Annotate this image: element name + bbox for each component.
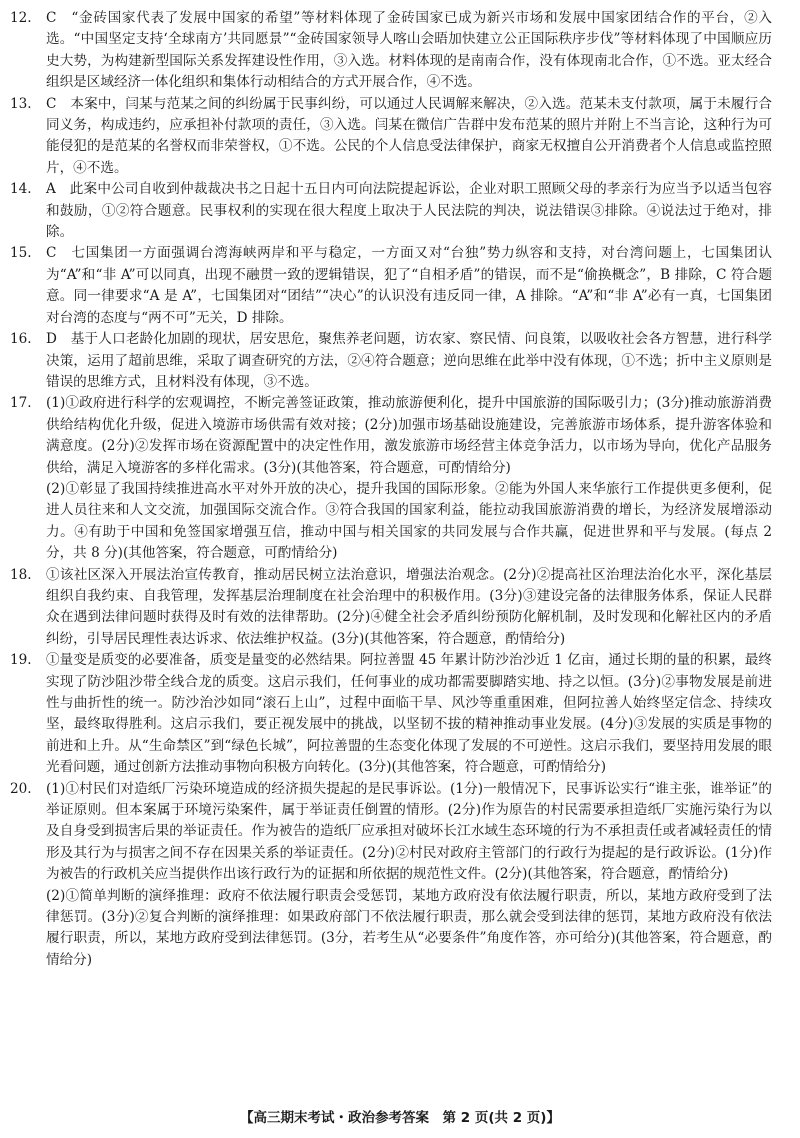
answer-item [10,94,772,180]
answer-paragraph: (2)①简单判断的演绎推理：政府不依法履行职责会受惩罚，某地方政府没有依法履行职责，所以，某地方政府受到了法律惩罚。(3分)②复合判断的演绎推理：如果政府部门不依法履行职责，那么就会受到法律的惩罚，某地方政府没有依法履行职责，所以，某地方政府受到法律惩罚。(3分，若考生从“必要条件”角度作答，亦可给分)(其他答案，符合题意，酌情给分) [46,887,772,968]
answer-paragraph: (1)①村民们对造纸厂污染环境造成的经济损失提起的是民事诉讼。(1分)一般情况下，民事诉讼实行“谁主张，谁举证”的举证原则。但本案属于环境污染案件，属于举证责任倒置的情形。(2分)作为原告的村民需要承担造纸厂实施污染行为以及自身受到损害后果的举证责任。作为被告的造纸厂应承担对破坏长江水域生态环境的行为不承担责任或者减轻责任的情形及其行为与损害之间不存在因果关系的举证责任。(2分)②村民对政府主管部门的行政行为提起的是行政诉讼。(1分)作为被告的行政机关应当提供作出该行政行为的证据和所依据的规范性文件。(2分)(其他答案，符合题意，酌情给分) [46,780,772,883]
answer-item [10,650,772,778]
page-footer: 【高三期末考试・政治参考答案 第 2 页(共 2 页)】 [240,1110,560,1126]
answer-paragraph: (1)①政府进行科学的宏观调控，不断完善签证政策，推动旅游便利化，提升中国旅游的国际吸引力；(3分)推动旅游消费供给结构优化升级，促进入境游市场供需有效对接；(2分)加强市场基础设施建设，完善旅游市场体系，提升游客体验和满意度。(2分)②发挥市场在资源配置中的决定性作用，激发旅游市场经营主体竞争活力，以市场为导向，优化产品服务供给，满足入境游客的多样化需求。(3分)(其他答案，符合题意，可酌情给分) [46,395,772,476]
answer-paragraph: (2)①彰显了我国持续推进高水平对外开放的决心，提升我国的国际形象。②能为外国人来华旅行工作提供更多便利，促进人员往来和人文交流，加强国际交流合作。③符合我国的国家利益，能拉动我国旅游消费的增长，为经济发展增添动力。④有助于中国和免签国家增强互信，推动中国与相关国家的共同发展与合作共赢，促进世界和平与发展。(每点 2 分，共 8 分)(其他答案，符合题意，可酌情给分) [46,480,772,562]
answer-item [10,779,772,972]
answer-body [46,393,772,564]
question-number: 15. [10,245,32,262]
answer-body [46,565,772,651]
answer-item [10,8,772,94]
answer-item [10,179,772,243]
answer-paragraph: C 七国集团一方面强调台湾海峡两岸和平与稳定，一方面又对“台独”势力纵容和支持，对台湾问题上，七国集团认为“A”和“非 A”可以同真，出现不融贯一致的逻辑错误，犯了“自相矛盾”的错误，而不是“偷换概念”，B 排除，C 符合题意。同一律要求“A 是 A”，七国集团对“团结”“决心”的认识没有违反同一律，A 排除。“A”和“非 A”必有一真，七国集团对台湾的态度与“两不可”无关，D 排除。 [46,245,772,326]
answer-paragraph: C “金砖国家代表了发展中国家的希望”等材料体现了金砖国家已成为新兴市场和发展中国家团结合作的平台，②入选。“中国坚定支持‘全球南方’共同愿景”“金砖国家领导人喀山会晤加快建立公正国际秩序步伐”等材料体现了中国顺应历史大势，为构建新型国际关系发挥建设性作用，③入选。材料体现的是南南合作，没有体现南北合作，①不选。亚太经合组织是区域经济一体化组织和集体行动相结合的方式开展合作，④不选。 [46,10,772,91]
answer-body [46,179,772,243]
answer-paragraph: ①该社区深入开展法治宣传教育，推动居民树立法治意识，增强法治观念。(2分)②提高社区治理法治化水平，深化基层组织自我约束、自我管理，发挥基层治理制度在社会治理中的积极作用。(3分)③建设完备的法律服务体系，保证人民群众在遇到法律问题时获得及时有效的法律帮助。(2分)④健全社会矛盾纠纷预防化解机制，及时发现和化解社区内的矛盾纠纷，引导居民理性表达诉求、依法维护权益。(3分)(其他答案，符合题意，酌情给分) [46,566,772,647]
question-number: 14. [10,181,32,198]
answer-paragraph: C 本案中，闫某与范某之间的纠纷属于民事纠纷，可以通过人民调解来解决，②入选。范某未支付款项，属于未履行合同义务，构成违约，应承担补付款项的责任，③入选。闫某在微信广告群中发布范某的照片并附上不当言论，这种行为可能侵犯的是范某的名誉权而非荣誉权，①不选。公民的个人信息受法律保护，商家无权擅自公开消费者个人信息或监控照片，④不选。 [46,95,772,176]
answer-item [10,565,772,651]
question-number: 18. [10,566,32,583]
answer-body [46,650,772,778]
question-number: 20. [10,780,32,797]
answer-item [10,329,772,393]
answer-item [10,393,772,564]
answer-paragraph: ①量变是质变的必要准备，质变是量变的必然结果。阿拉善盟 45 年累计防沙治沙近 1 亿亩，通过长期的量的积累，最终实现了防沙阻沙带全线合龙的质变。这启示我们，任何事业的成功都需要脚踏实地、持之以恒。(3分)②事物发展是前进性与曲折性的统一。防沙治沙如同“滚石上山”，过程中面临干旱、风沙等重重困难，但阿拉善人始终坚定信念、持续攻坚，最终取得胜利。这启示我们，要正视发展中的挑战，以坚韧不拔的精神推动事业发展。(4分)③发展的实质是事物的前进和上升。从“生命禁区”到“绿色长城”，阿拉善盟的生态变化体现了发展的不可逆性。这启示我们，要坚持用发展的眼光看问题，通过创新方法推动事物向积极方向转化。(3分)(其他答案，符合题意，可酌情给分) [46,652,772,776]
answer-body [46,94,772,180]
answer-body [46,8,772,94]
question-number: 19. [10,652,32,669]
answer-body [46,243,772,329]
question-number: 13. [10,95,32,112]
answer-body [46,329,772,393]
answer-list [10,8,772,971]
question-number: 12. [10,10,32,26]
answer-paragraph: D 基于人口老龄化加剧的现状，居安思危，聚焦养老问题，访农家、察民情、问良策，以吸收社会各方智慧，进行科学决策，运用了超前思维，采取了调查研究的方法，②④符合题意；逆向思维在此举中没有体现，①不选；折中主义原则是错误的思维方式，且材料没有体现，③不选。 [46,331,772,390]
answer-item [10,243,772,329]
question-number: 17. [10,395,32,412]
question-number: 16. [10,331,32,348]
answer-paragraph: A 此案中公司自收到仲裁裁决书之日起十五日内可向法院提起诉讼，企业对职工照顾父母的孝亲行为应当予以适当包容和鼓励，①②符合题意。民事权利的实现在很大程度上取决于人民法院的判决，说法错误③排除。④说法过于绝对，排除。 [46,181,772,241]
answer-body [46,779,772,972]
